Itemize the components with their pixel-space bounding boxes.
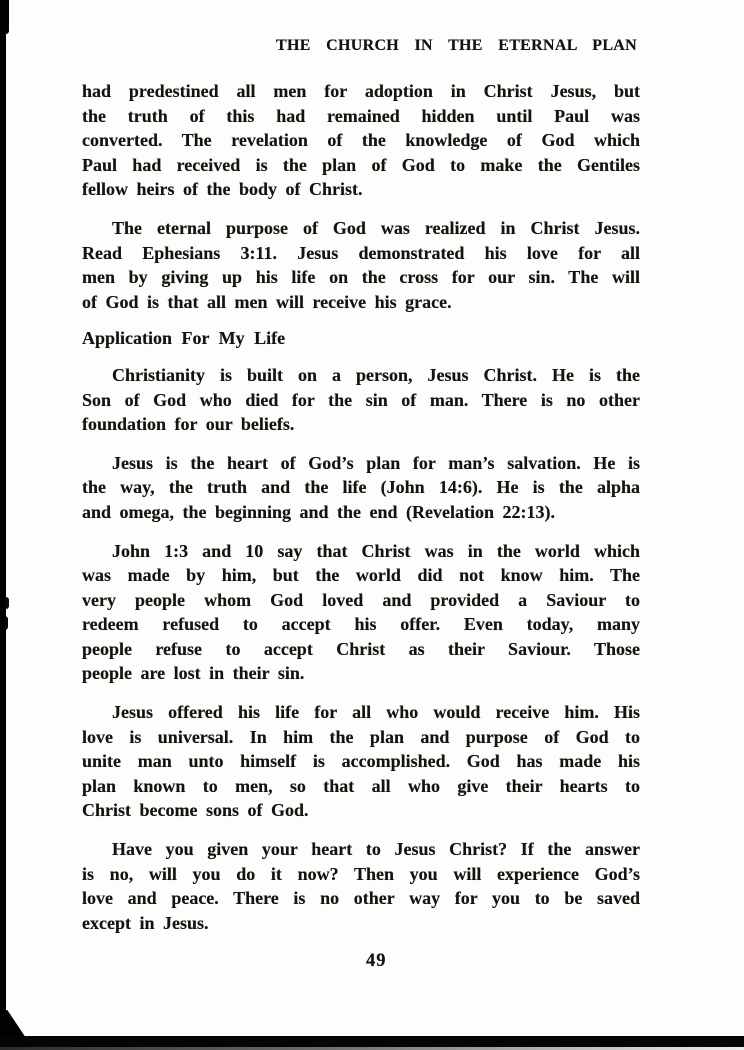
- paragraph: [82, 363, 640, 437]
- scan-edge-bottom: [0, 1036, 744, 1047]
- text-line: love is universal. In him the plan and purpose of God to: [82, 726, 640, 747]
- text-line: Read Ephesians 3:11. Jesus demonstrated his love for all: [82, 242, 640, 263]
- text-line: is no, will you do it now? Then you will experience God’s: [82, 863, 640, 884]
- paragraph: [82, 539, 640, 687]
- paragraph: [82, 700, 640, 823]
- text-line: fellow heirs of the body of Christ.: [82, 179, 363, 200]
- text-line: love and peace. There is no other way for you to be saved: [82, 888, 640, 909]
- text-line: Christianity is built on a person, Jesus Christ. He is the: [112, 364, 640, 385]
- paragraph: [82, 451, 640, 525]
- text-line: except in Jesus.: [82, 912, 209, 933]
- scan-edge-bump: [5, 616, 8, 630]
- paragraph: [82, 837, 640, 935]
- text-line: very people whom God loved and provided a Saviour to: [82, 589, 640, 610]
- text-line: people are lost in their sin.: [82, 663, 305, 684]
- text-line: Paul had received is the plan of God to make the Gentiles: [82, 154, 640, 175]
- running-header: THE CHURCH IN THE ETERNAL PLAN: [276, 37, 637, 54]
- text-line: converted. The revelation of the knowledge of God which: [82, 130, 640, 151]
- text-line: unite man unto himself is accomplished. God has made his: [82, 751, 640, 772]
- text-line: foundation for our beliefs.: [82, 414, 295, 435]
- page-content: [82, 79, 640, 935]
- scan-edge-bump: [5, 597, 9, 609]
- text-line: the truth of this had remained hidden until Paul was: [82, 105, 640, 126]
- text-line: Jesus is the heart of God’s plan for man’s salvation. He is: [112, 452, 640, 473]
- text-line: the way, the truth and the life (John 14:6). He is the alpha: [82, 477, 640, 498]
- text-line: and omega, the beginning and the end (Revelation 22:13).: [82, 501, 556, 522]
- text-line: plan known to men, so that all who give their hearts to: [82, 775, 640, 796]
- scan-corner-wedge: [0, 1010, 26, 1038]
- text-line: Christ become sons of God.: [82, 800, 309, 821]
- text-line: people refuse to accept Christ as their Saviour. Those: [82, 638, 640, 659]
- paragraph: [82, 216, 640, 314]
- text-line: of God is that all men will receive his grace.: [82, 291, 452, 312]
- paragraph: [82, 79, 640, 202]
- scan-edge-left-cap: [0, 0, 9, 34]
- scan-edge-left: [0, 0, 6, 1038]
- text-line: Have you given your heart to Jesus Christ? If the answer: [112, 839, 640, 860]
- text-line: The eternal purpose of God was realized in Christ Jesus.: [112, 217, 640, 238]
- text-line: Son of God who died for the sin of man. There is no other: [82, 389, 640, 410]
- section-heading: Application For My Life: [82, 328, 286, 349]
- text-line: redeem refused to accept his offer. Even today, many: [82, 614, 640, 635]
- page-number: 49: [366, 951, 387, 971]
- text-line: had predestined all men for adoption in Christ Jesus, but: [82, 81, 640, 101]
- text-line: John 1:3 and 10 say that Christ was in the world which: [112, 540, 640, 561]
- text-line: men by giving up his life on the cross for our sin. The will: [82, 267, 640, 288]
- text-line: Jesus offered his life for all who would receive him. His: [112, 702, 640, 723]
- text-line: was made by him, but the world did not know him. The: [82, 565, 640, 586]
